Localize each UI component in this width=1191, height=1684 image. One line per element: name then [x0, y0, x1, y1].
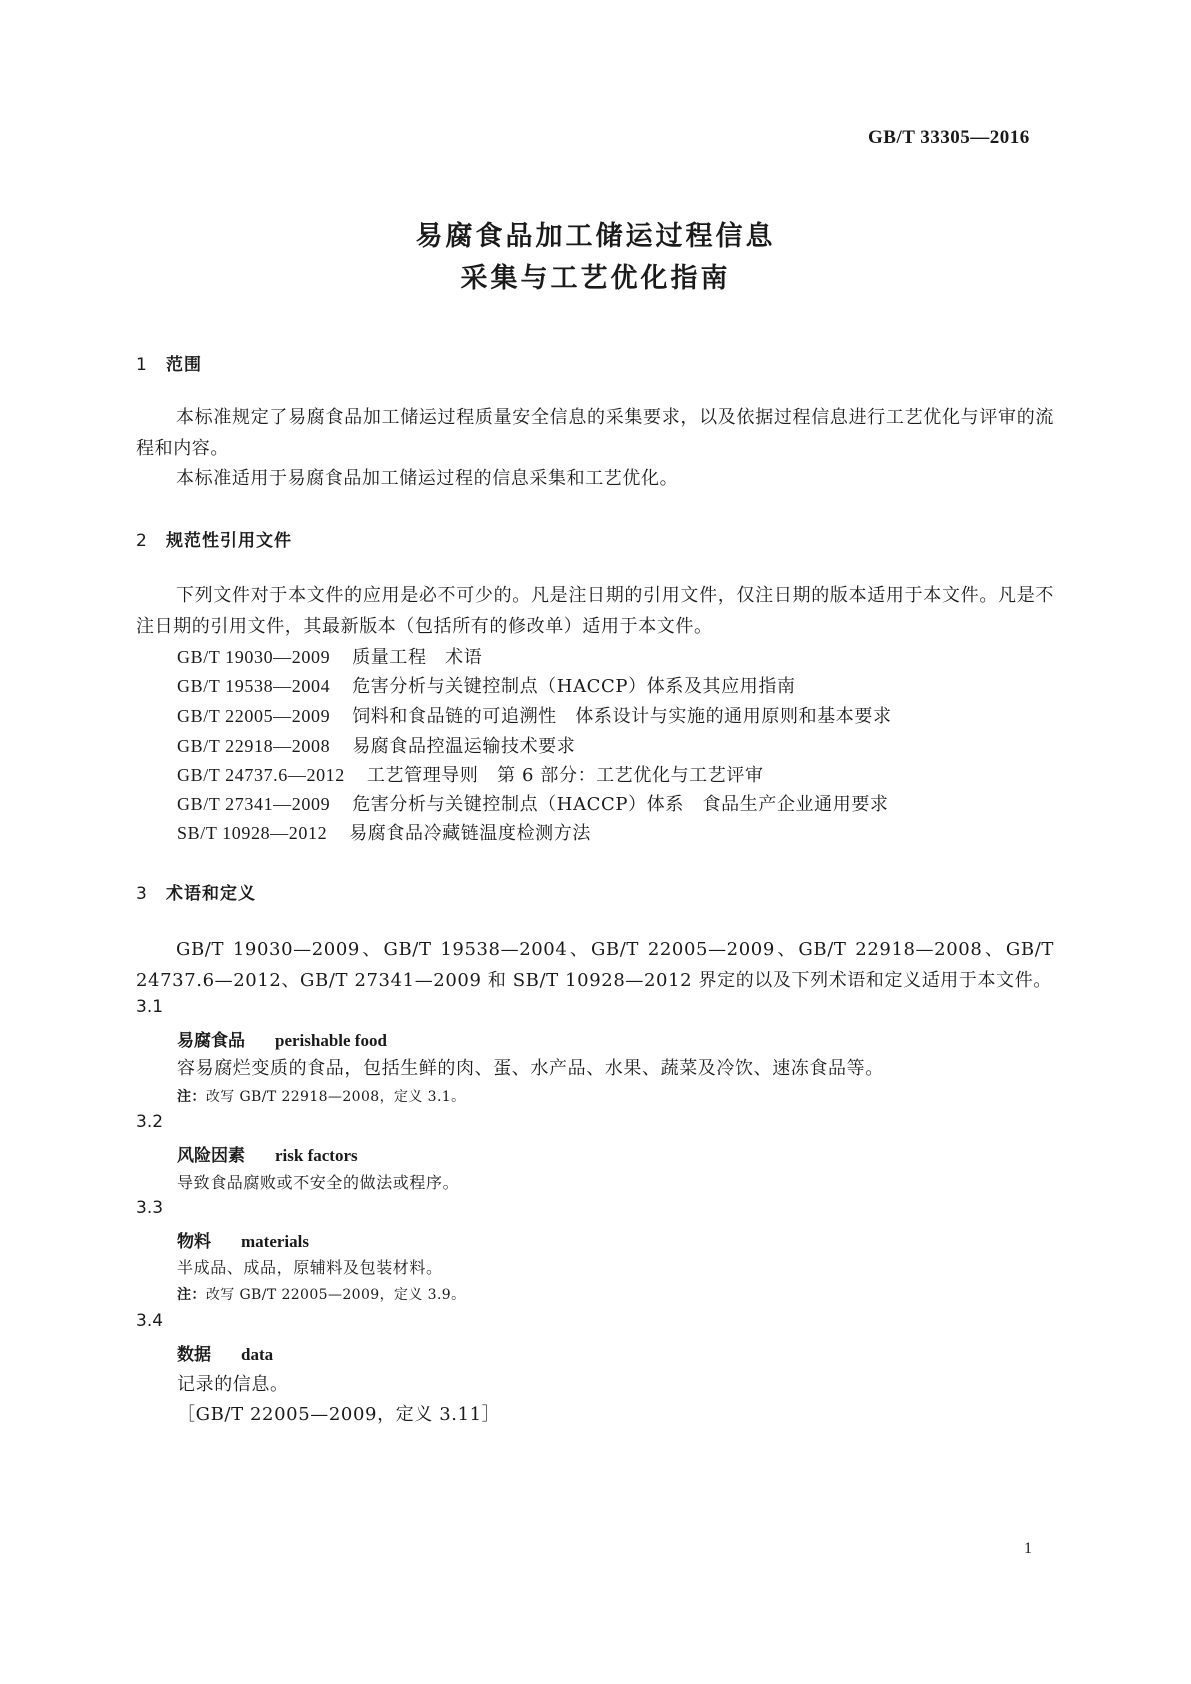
term-en: data: [241, 1345, 274, 1364]
reference-item: [177, 790, 889, 816]
section-number: 2: [136, 531, 148, 551]
term-heading: [177, 1141, 358, 1166]
note-text: 改写 GB/T 22005—2009，定义 3.9。: [205, 1287, 466, 1303]
note-text: 改写 GB/T 22918—2008，定义 3.1。: [205, 1089, 466, 1105]
section-title: 术语和定义: [166, 884, 256, 904]
term-note: [177, 1086, 466, 1106]
document-title-line2: 采集与工艺优化指南: [460, 263, 731, 294]
reference-title: 危害分析与关键控制点（HACCP）体系及其应用指南: [352, 676, 796, 697]
reference-code: GB/T 24737.6—2012: [177, 765, 345, 785]
section-number: 3: [136, 884, 148, 904]
section-1-paragraph-1: 本标准规定了易腐食品加工储运过程质量安全信息的采集要求，以及依据过程信息进行工艺优化与评审的流程和内容。: [136, 407, 1054, 459]
section-number: 1: [136, 355, 148, 375]
reference-code: SB/T 10928—2012: [177, 823, 328, 843]
term-zh: 物料: [177, 1232, 211, 1252]
term-number: 3.2: [136, 1112, 164, 1132]
section-title: 规范性引用文件: [166, 531, 292, 551]
reference-title: 工艺管理导则 第 6 部分：工艺优化与工艺评审: [366, 765, 764, 786]
section-1-paragraph-2: 本标准适用于易腐食品加工储运过程的信息采集和工艺优化。: [176, 468, 679, 489]
page-number: 1: [1024, 1540, 1032, 1557]
term-heading: [177, 1026, 387, 1051]
note-label: 注：: [177, 1089, 206, 1105]
term-note: [177, 1284, 466, 1304]
note-label: 注：: [177, 1287, 206, 1303]
reference-code: GB/T 27341—2009: [177, 794, 331, 814]
term-number: 3.4: [136, 1311, 164, 1331]
reference-item: [177, 761, 764, 787]
section-3-heading: [136, 879, 256, 904]
term-definition: 半成品、成品，原辅料及包装材料。: [177, 1258, 443, 1277]
section-title: 范围: [166, 355, 202, 375]
section-2-heading: [136, 526, 292, 551]
section-2-intro: 下列文件对于本文件的应用是必不可少的。凡是注日期的引用文件，仅注日期的版本适用于本文件。凡是不注日期的引用文件，其最新版本（包括所有的修改单）适用于本文件。: [136, 585, 1054, 637]
document-title-line1: 易腐食品加工储运过程信息: [415, 221, 776, 252]
reference-item: [177, 702, 892, 728]
term-zh: 数据: [177, 1345, 211, 1365]
term-en: risk factors: [275, 1146, 358, 1165]
term-en: materials: [241, 1232, 309, 1251]
reference-title: 易腐食品冷藏链温度检测方法: [349, 823, 591, 844]
section-3-intro: GB/T 19030—2009、GB/T 19538—2004、GB/T 22005—2009、GB/T 22918—2008、GB/T 24737.6—2012、GB/T 27341—2009 和 SB/T 10928—2012 界定的以及下列术语和定义适用于本文件。: [136, 939, 1054, 991]
reference-title: 质量工程 术语: [352, 647, 483, 668]
standard-code: GB/T 33305—2016: [868, 127, 1030, 148]
term-zh: 易腐食品: [177, 1031, 245, 1051]
term-definition: 容易腐烂变质的食品，包括生鲜的肉、蛋、水产品、水果、蔬菜及冷饮、速冻食品等。: [177, 1058, 884, 1079]
reference-code: GB/T 19030—2009: [177, 647, 331, 667]
reference-code: GB/T 19538—2004: [177, 676, 331, 696]
term-source: ［GB/T 22005—2009，定义 3.11］: [177, 1404, 501, 1425]
term-number: 3.3: [136, 1198, 164, 1218]
term-number: 3.1: [136, 997, 164, 1017]
term-heading: [177, 1227, 309, 1252]
reference-title: 饲料和食品链的可追溯性 体系设计与实施的通用原则和基本要求: [352, 706, 892, 727]
term-definition: 记录的信息。: [177, 1374, 289, 1395]
term-definition: 导致食品腐败或不安全的做法或程序。: [177, 1173, 460, 1192]
reference-code: GB/T 22005—2009: [177, 706, 331, 726]
reference-item: [177, 819, 591, 845]
reference-item: [177, 643, 482, 669]
reference-item: [177, 672, 796, 698]
term-zh: 风险因素: [177, 1146, 245, 1166]
reference-code: GB/T 22918—2008: [177, 736, 331, 756]
reference-title: 危害分析与关键控制点（HACCP）体系 食品生产企业通用要求: [352, 794, 889, 815]
term-en: perishable food: [275, 1031, 387, 1050]
section-1-heading: [136, 350, 202, 375]
reference-item: [177, 732, 575, 758]
term-heading: [177, 1340, 273, 1365]
reference-title: 易腐食品控温运输技术要求: [352, 736, 576, 757]
